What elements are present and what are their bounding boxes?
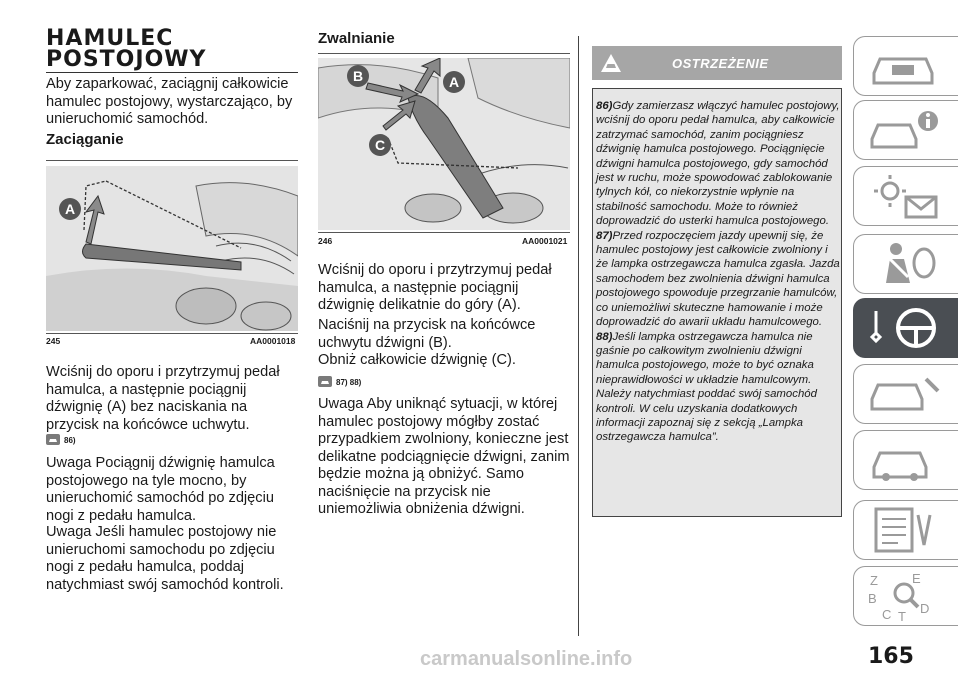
warning-86-text: Gdy zamierzasz włączyć hamulec postojowy, wciśnij do oporu pedał hamulca, aby całkowicie zatrzymać samochód, zanim pociągniesz dźwignię hamulca postojowego. Pociągnięcie dźwigni hamulca postojowego, gdy samochód jest w ruchu, może spowodować zablokowanie tylnych kół, co niekorzystnie wpłynie na stabilność samochodu. Może to również doprowadzić do usterki hamulca postojowego.: [596, 100, 840, 228]
title-line-1: HAMULEC: [46, 26, 174, 51]
car-service-icon: [866, 435, 946, 485]
handbrake-release-illustration: [318, 58, 570, 230]
figure-246: [318, 58, 570, 230]
figure-245-code: AA0001018: [250, 336, 296, 346]
index-letter-d: D: [920, 601, 930, 616]
tab-index[interactable]: [853, 566, 958, 626]
figure-245-number: 245: [46, 336, 61, 346]
col2-paragraph-4: Uwaga Aby uniknąć sytuacji, w której hamulec postojowy mógłby zostać przypadkiem zwolniony, konieczne jest delikatne podciągnięcie dźwigni, zanim będzie można ją obniżyć. Samo naciśnięcie na przycisk nie uniemożliwia obniżenia dźwigni.: [318, 396, 570, 517]
figure-245-label-a: A: [64, 201, 76, 217]
index-letter-t: T: [898, 609, 906, 624]
warning-lights-icon: [866, 171, 946, 221]
figure-246-label-b: B: [352, 68, 364, 84]
figure-246-label-a: A: [448, 74, 460, 90]
col2-paragraph-1: Wciśnij do oporu i przytrzymuj pedał hamulca, a następnie pociągnij dźwignię delikatnie do góry (A).: [318, 262, 552, 313]
warning-car-icon: [46, 434, 60, 445]
figure-246-top-rule: [318, 53, 570, 54]
index-letter-e: E: [912, 571, 921, 586]
column-divider: [578, 36, 579, 636]
index-letter-b: B: [868, 591, 877, 606]
page-number: 165: [868, 644, 914, 669]
warning-text: [596, 99, 840, 445]
watermark: carmanualsonline.info: [420, 648, 633, 670]
col2-paragraph-3: Obniż całkowicie dźwignię (C).: [318, 352, 516, 368]
col1-paragraph-1: Wciśnij do oporu i przytrzymuj pedał hamulca, a następnie pociągnij dźwignię (A) bez naciskania na przycisk na końcówce uchwytu.: [46, 364, 280, 433]
tab-service[interactable]: [853, 430, 958, 490]
tab-warning-lights[interactable]: [853, 166, 958, 226]
car-dashboard-icon: [866, 41, 946, 91]
col2-warning-ref: 87) 88): [336, 378, 362, 387]
key-steering-wheel-icon: [866, 303, 946, 353]
warning-88-number: 88): [596, 330, 613, 343]
tab-specifications[interactable]: [853, 500, 958, 560]
warning-86: [596, 99, 840, 229]
index-letter-z: Z: [870, 573, 878, 588]
col1-warning-ref: 86): [64, 436, 76, 445]
figure-246-code: AA0001021: [522, 236, 568, 246]
intro-paragraph: Aby zaparkować, zaciągnij całkowicie hamulec postojowy, wystarczająco, by unieruchomić samochód.: [46, 76, 293, 127]
tab-emergency[interactable]: [853, 364, 958, 424]
specifications-list-icon: [866, 505, 946, 555]
warning-title: OSTRZEŻENIE: [672, 56, 769, 71]
handbrake-pull-illustration: [46, 166, 298, 331]
title-line-2: POSTOJOWY: [46, 47, 207, 72]
alphabetical-index-icon: [864, 569, 944, 625]
warning-87-number: 87): [596, 229, 613, 242]
car-wrench-icon: [866, 369, 946, 419]
tab-car-info[interactable]: [853, 100, 958, 160]
chapter-tabs: [853, 0, 960, 678]
seatbelt-airbag-icon: [866, 239, 946, 289]
figure-bottom-rule: [46, 333, 298, 334]
warning-86-number: 86): [596, 100, 613, 112]
warning-87-text: Przed rozpoczęciem jazdy upewnij się, że hamulec postojowy jest całkowicie zwolniony i że lampka ostrzegawcza hamulca zgasła. Jazda samochodem bez zwolnienia dźwigni hamulca postojowego spowoduje przegrzanie hamulców, co uniemożliwi skuteczne hamowanie i może doprowadzić do awarii układu hamulcowego.: [596, 229, 840, 329]
figure-245: [46, 166, 298, 331]
warning-header: [592, 46, 842, 80]
page-title: [46, 28, 206, 70]
title-rule: [46, 72, 298, 73]
warning-87: [596, 229, 840, 330]
section-heading-applying: Zaciąganie: [46, 131, 124, 148]
figure-246-label-c: C: [374, 137, 386, 153]
tab-starting-driving[interactable]: [853, 298, 958, 358]
section-heading-releasing: Zwalnianie: [318, 30, 395, 47]
tab-safety[interactable]: [853, 234, 958, 294]
warning-car-icon-2: [318, 376, 332, 387]
index-letter-c: C: [882, 607, 892, 622]
car-info-icon: [866, 105, 946, 155]
figure-246-bottom-rule: [318, 232, 570, 233]
warning-triangle-icon: [600, 53, 622, 73]
tab-dashboard[interactable]: [853, 36, 958, 96]
warning-88: [596, 330, 840, 445]
col2-paragraph-2: Naciśnij na przycisk na końcówce uchwytu dźwigni (B).: [318, 317, 536, 351]
figure-246-number: 246: [318, 236, 333, 246]
warning-88-text: Jeśli lampka ostrzegawcza hamulca nie gaśnie po całkowitym zwolnieniu dźwigni hamulca postojowego, może to być oznaka nieprawidłowości w układzie hamulcowym. Należy natychmiast poddać swój samochód kontroli. W celu uzyskania dodatkowych informacji zapoznaj się z sekcją „Lampka ostrzegawcza hamulca”.: [596, 330, 817, 444]
col1-paragraph-3: Uwaga Jeśli hamulec postojowy nie unieruchomi samochodu po zdjęciu nogi z pedału hamulca, poddaj natychmiast swój samochód kontroli.: [46, 524, 284, 593]
col1-paragraph-2: Uwaga Pociągnij dźwignię hamulca postojowego na tyle mocno, by unieruchomić samochód po zdjęciu nogi z pedału hamulca.: [46, 455, 275, 524]
figure-top-rule: [46, 160, 298, 161]
